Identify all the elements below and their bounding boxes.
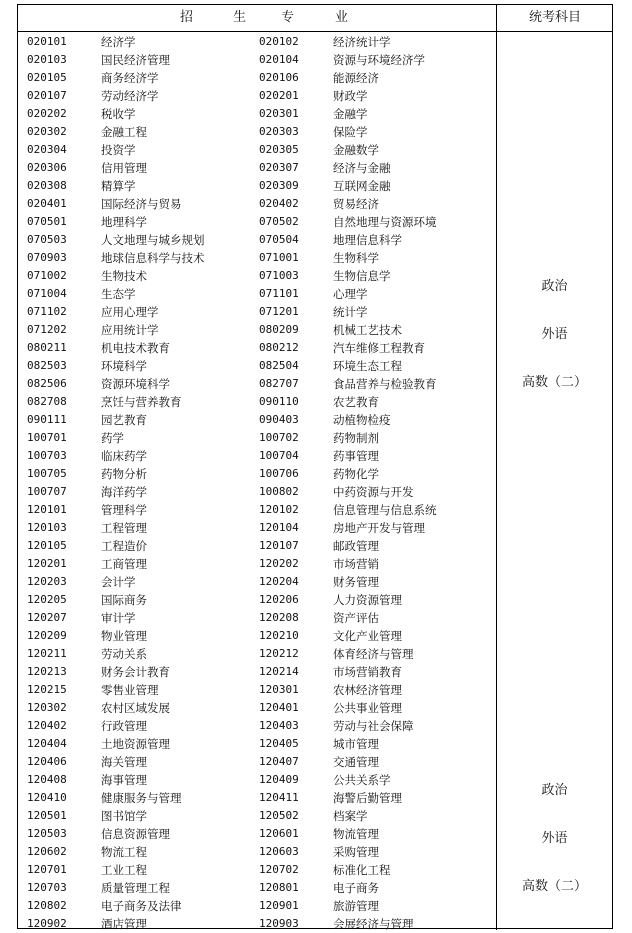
table-row bbox=[18, 645, 496, 663]
major-code: 100702 bbox=[259, 431, 299, 444]
table-row bbox=[18, 465, 496, 483]
major-code: 020202 bbox=[27, 107, 67, 120]
major-name: 环境科学 bbox=[101, 359, 147, 373]
table-row bbox=[18, 195, 496, 213]
major-code: 080212 bbox=[259, 341, 299, 354]
table-row bbox=[18, 555, 496, 573]
major-code: 120205 bbox=[27, 593, 67, 606]
major-name: 电子商务及法律 bbox=[101, 899, 182, 913]
major-name: 地球信息科学与技术 bbox=[101, 251, 205, 265]
major-code: 071202 bbox=[27, 323, 67, 336]
major-name: 信息管理与信息系统 bbox=[333, 503, 437, 517]
table-row bbox=[18, 537, 496, 555]
major-name: 标准化工程 bbox=[333, 863, 391, 877]
major-code: 082503 bbox=[27, 359, 67, 372]
major-name: 药物分析 bbox=[101, 467, 147, 481]
major-code: 120214 bbox=[259, 665, 299, 678]
major-code: 120403 bbox=[259, 719, 299, 732]
major-code: 100707 bbox=[27, 485, 67, 498]
major-code: 120401 bbox=[259, 701, 299, 714]
table-row bbox=[18, 357, 496, 375]
table-row bbox=[18, 807, 496, 825]
major-name: 信息资源管理 bbox=[101, 827, 170, 841]
table-row bbox=[18, 717, 496, 735]
major-name: 商务经济学 bbox=[101, 71, 159, 85]
major-code: 120212 bbox=[259, 647, 299, 660]
table-row bbox=[18, 177, 496, 195]
major-code: 090111 bbox=[27, 413, 67, 426]
major-name: 信用管理 bbox=[101, 161, 147, 175]
major-code: 120501 bbox=[27, 809, 67, 822]
major-name: 中药资源与开发 bbox=[333, 485, 414, 499]
table-row bbox=[18, 897, 496, 915]
major-name: 金融工程 bbox=[101, 125, 147, 139]
table-row bbox=[18, 105, 496, 123]
major-code: 082708 bbox=[27, 395, 67, 408]
major-code: 070504 bbox=[259, 233, 299, 246]
major-code: 020201 bbox=[259, 89, 299, 102]
table-row bbox=[18, 87, 496, 105]
majors-list bbox=[18, 33, 496, 933]
major-name: 资源与环境经济学 bbox=[333, 53, 425, 67]
major-name: 国际经济与贸易 bbox=[101, 197, 182, 211]
major-name: 城市管理 bbox=[333, 737, 379, 751]
major-name: 精算学 bbox=[101, 179, 136, 193]
major-code: 100704 bbox=[259, 449, 299, 462]
major-code: 080211 bbox=[27, 341, 67, 354]
table-row bbox=[18, 483, 496, 501]
table-row bbox=[18, 825, 496, 843]
major-code: 120902 bbox=[27, 917, 67, 930]
major-name: 会展经济与管理 bbox=[333, 917, 414, 931]
major-code: 120410 bbox=[27, 791, 67, 804]
major-code: 082506 bbox=[27, 377, 67, 390]
major-code: 120411 bbox=[259, 791, 299, 804]
major-name: 机电技术教育 bbox=[101, 341, 170, 355]
major-code: 120407 bbox=[259, 755, 299, 768]
table-row bbox=[18, 501, 496, 519]
major-name: 金融数学 bbox=[333, 143, 379, 157]
table-header bbox=[18, 5, 612, 32]
major-name: 海事管理 bbox=[101, 773, 147, 787]
major-name: 海洋药学 bbox=[101, 485, 147, 499]
table-row bbox=[18, 231, 496, 249]
major-name: 生物科学 bbox=[333, 251, 379, 265]
major-name: 烹饪与营养教育 bbox=[101, 395, 182, 409]
major-code: 070501 bbox=[27, 215, 67, 228]
major-code: 090110 bbox=[259, 395, 299, 408]
table-row bbox=[18, 339, 496, 357]
table-row bbox=[18, 375, 496, 393]
major-name: 物流管理 bbox=[333, 827, 379, 841]
major-name: 审计学 bbox=[101, 611, 136, 625]
major-name: 工商管理 bbox=[101, 557, 147, 571]
major-code: 120102 bbox=[259, 503, 299, 516]
major-name: 公共关系学 bbox=[333, 773, 391, 787]
major-code: 120402 bbox=[27, 719, 67, 732]
major-name: 金融学 bbox=[333, 107, 368, 121]
major-name: 资源环境科学 bbox=[101, 377, 170, 391]
major-code: 020107 bbox=[27, 89, 67, 102]
major-name: 体育经济与管理 bbox=[333, 647, 414, 661]
major-name: 土地资源管理 bbox=[101, 737, 170, 751]
major-code: 020402 bbox=[259, 197, 299, 210]
major-code: 071004 bbox=[27, 287, 67, 300]
major-code: 020401 bbox=[27, 197, 67, 210]
table-row bbox=[18, 861, 496, 879]
major-code: 120201 bbox=[27, 557, 67, 570]
major-code: 120202 bbox=[259, 557, 299, 570]
table-row bbox=[18, 159, 496, 177]
table-row bbox=[18, 699, 496, 717]
table-row bbox=[18, 771, 496, 789]
major-code: 120208 bbox=[259, 611, 299, 624]
major-code: 120105 bbox=[27, 539, 67, 552]
major-code: 120502 bbox=[259, 809, 299, 822]
major-code: 120206 bbox=[259, 593, 299, 606]
major-name: 零售业管理 bbox=[101, 683, 159, 697]
major-name: 行政管理 bbox=[101, 719, 147, 733]
table-row bbox=[18, 789, 496, 807]
admission-table bbox=[17, 4, 613, 929]
major-code: 020309 bbox=[259, 179, 299, 192]
major-name: 经济与金融 bbox=[333, 161, 391, 175]
major-name: 房地产开发与管理 bbox=[333, 521, 425, 535]
major-name: 财务管理 bbox=[333, 575, 379, 589]
major-name: 国际商务 bbox=[101, 593, 147, 607]
major-code: 120210 bbox=[259, 629, 299, 642]
table-row bbox=[18, 627, 496, 645]
major-code: 120602 bbox=[27, 845, 67, 858]
major-name: 动植物检疫 bbox=[333, 413, 391, 427]
major-code: 100701 bbox=[27, 431, 67, 444]
major-code: 120903 bbox=[259, 917, 299, 930]
major-name: 酒店管理 bbox=[101, 917, 147, 931]
major-code: 071001 bbox=[259, 251, 299, 264]
major-code: 082707 bbox=[259, 377, 299, 390]
major-code: 100802 bbox=[259, 485, 299, 498]
major-name: 能源经济 bbox=[333, 71, 379, 85]
major-name: 环境生态工程 bbox=[333, 359, 402, 373]
major-name: 劳动关系 bbox=[101, 647, 147, 661]
table-row bbox=[18, 879, 496, 897]
major-code: 090403 bbox=[259, 413, 299, 426]
major-name: 质量管理工程 bbox=[101, 881, 170, 895]
major-name: 生物技术 bbox=[101, 269, 147, 283]
major-name: 药学 bbox=[101, 431, 124, 445]
table-row bbox=[18, 33, 496, 51]
major-code: 071101 bbox=[259, 287, 299, 300]
major-name: 贸易经济 bbox=[333, 197, 379, 211]
major-code: 120703 bbox=[27, 881, 67, 894]
major-code: 120215 bbox=[27, 683, 67, 696]
major-code: 020308 bbox=[27, 179, 67, 192]
major-name: 劳动与社会保障 bbox=[333, 719, 414, 733]
major-name: 财政学 bbox=[333, 89, 368, 103]
major-name: 食品营养与检验教育 bbox=[333, 377, 437, 391]
major-code: 100703 bbox=[27, 449, 67, 462]
table-row bbox=[18, 123, 496, 141]
major-name: 工程造价 bbox=[101, 539, 147, 553]
major-name: 园艺教育 bbox=[101, 413, 147, 427]
major-code: 120301 bbox=[259, 683, 299, 696]
major-name: 临床药学 bbox=[101, 449, 147, 463]
major-code: 120901 bbox=[259, 899, 299, 912]
major-name: 市场营销教育 bbox=[333, 665, 402, 679]
exam-subject: 外语 bbox=[541, 327, 568, 342]
major-code: 120107 bbox=[259, 539, 299, 552]
major-code: 020106 bbox=[259, 71, 299, 84]
major-code: 020104 bbox=[259, 53, 299, 66]
major-name: 心理学 bbox=[333, 287, 368, 301]
major-name: 投资学 bbox=[101, 143, 136, 157]
major-code: 020307 bbox=[259, 161, 299, 174]
table-row bbox=[18, 753, 496, 771]
major-name: 工程管理 bbox=[101, 521, 147, 535]
major-name: 地理信息科学 bbox=[333, 233, 402, 247]
header-char: 专 bbox=[281, 10, 295, 25]
major-code: 120702 bbox=[259, 863, 299, 876]
header-char: 生 bbox=[233, 10, 247, 25]
major-name: 档案学 bbox=[333, 809, 368, 823]
table-row bbox=[18, 303, 496, 321]
major-code: 080209 bbox=[259, 323, 299, 336]
major-name: 资产评估 bbox=[333, 611, 379, 625]
table-row bbox=[18, 249, 496, 267]
table-row bbox=[18, 609, 496, 627]
major-code: 120302 bbox=[27, 701, 67, 714]
major-name: 文化产业管理 bbox=[333, 629, 402, 643]
header-char: 招 bbox=[180, 10, 194, 25]
major-code: 120408 bbox=[27, 773, 67, 786]
major-name: 图书馆学 bbox=[101, 809, 147, 823]
major-name: 电子商务 bbox=[333, 881, 379, 895]
exam-subject: 外语 bbox=[541, 831, 568, 846]
exam-subject: 政治 bbox=[541, 783, 568, 798]
table-row bbox=[18, 411, 496, 429]
exam-subject: 高数（二） bbox=[521, 375, 587, 390]
major-code: 020301 bbox=[259, 107, 299, 120]
major-name: 统计学 bbox=[333, 305, 368, 319]
table-row bbox=[18, 69, 496, 87]
major-code: 071002 bbox=[27, 269, 67, 282]
exam-subject: 高数（二） bbox=[521, 879, 587, 894]
major-name: 互联网金融 bbox=[333, 179, 391, 193]
table-row bbox=[18, 51, 496, 69]
table-row bbox=[18, 429, 496, 447]
major-name: 人力资源管理 bbox=[333, 593, 402, 607]
major-name: 交通管理 bbox=[333, 755, 379, 769]
table-row bbox=[18, 591, 496, 609]
major-code: 120104 bbox=[259, 521, 299, 534]
major-name: 会计学 bbox=[101, 575, 136, 589]
major-name: 工业工程 bbox=[101, 863, 147, 877]
major-name: 经济学 bbox=[101, 35, 136, 49]
major-name: 海警后勤管理 bbox=[333, 791, 402, 805]
major-code: 120701 bbox=[27, 863, 67, 876]
major-code: 120409 bbox=[259, 773, 299, 786]
major-code: 082504 bbox=[259, 359, 299, 372]
major-name: 机械工艺技术 bbox=[333, 323, 402, 337]
major-name: 汽车维修工程教育 bbox=[333, 341, 425, 355]
major-name: 药物制剂 bbox=[333, 431, 379, 445]
major-name: 药物化学 bbox=[333, 467, 379, 481]
major-code: 120601 bbox=[259, 827, 299, 840]
major-name: 物业管理 bbox=[101, 629, 147, 643]
major-name: 药事管理 bbox=[333, 449, 379, 463]
major-name: 农林经济管理 bbox=[333, 683, 402, 697]
table-row bbox=[18, 141, 496, 159]
major-name: 市场营销 bbox=[333, 557, 379, 571]
table-row bbox=[18, 393, 496, 411]
major-name: 地理科学 bbox=[101, 215, 147, 229]
major-name: 财务会计教育 bbox=[101, 665, 170, 679]
major-code: 100706 bbox=[259, 467, 299, 480]
major-code: 120404 bbox=[27, 737, 67, 750]
major-name: 公共事业管理 bbox=[333, 701, 402, 715]
major-code: 120207 bbox=[27, 611, 67, 624]
major-code: 120213 bbox=[27, 665, 67, 678]
major-code: 120801 bbox=[259, 881, 299, 894]
header-char: 业 bbox=[335, 10, 349, 25]
exam-subjects-header: 统考科目 bbox=[496, 5, 613, 31]
major-code: 120603 bbox=[259, 845, 299, 858]
major-name: 邮政管理 bbox=[333, 539, 379, 553]
table-row bbox=[18, 573, 496, 591]
major-code: 100705 bbox=[27, 467, 67, 480]
major-name: 劳动经济学 bbox=[101, 89, 159, 103]
major-code: 020306 bbox=[27, 161, 67, 174]
major-code: 120204 bbox=[259, 575, 299, 588]
major-code: 070502 bbox=[259, 215, 299, 228]
major-code: 120802 bbox=[27, 899, 67, 912]
major-code: 020102 bbox=[259, 35, 299, 48]
major-name: 农艺教育 bbox=[333, 395, 379, 409]
major-name: 海关管理 bbox=[101, 755, 147, 769]
major-code: 020103 bbox=[27, 53, 67, 66]
table-row bbox=[18, 519, 496, 537]
major-code: 020302 bbox=[27, 125, 67, 138]
major-code: 120406 bbox=[27, 755, 67, 768]
major-name: 农村区域发展 bbox=[101, 701, 170, 715]
major-name: 物流工程 bbox=[101, 845, 147, 859]
major-code: 020101 bbox=[27, 35, 67, 48]
table-row bbox=[18, 681, 496, 699]
major-name: 保险学 bbox=[333, 125, 368, 139]
major-code: 071003 bbox=[259, 269, 299, 282]
major-name: 旅游管理 bbox=[333, 899, 379, 913]
table-row bbox=[18, 663, 496, 681]
major-code: 020304 bbox=[27, 143, 67, 156]
exam-subject: 政治 bbox=[541, 279, 568, 294]
major-name: 经济统计学 bbox=[333, 35, 391, 49]
major-code: 020305 bbox=[259, 143, 299, 156]
major-name: 税收学 bbox=[101, 107, 136, 121]
major-name: 管理科学 bbox=[101, 503, 147, 517]
major-name: 人文地理与城乡规划 bbox=[101, 233, 205, 247]
major-code: 070903 bbox=[27, 251, 67, 264]
table-row bbox=[18, 843, 496, 861]
major-code: 071201 bbox=[259, 305, 299, 318]
major-name: 国民经济管理 bbox=[101, 53, 170, 67]
major-code: 120209 bbox=[27, 629, 67, 642]
major-code: 120211 bbox=[27, 647, 67, 660]
major-name: 生物信息学 bbox=[333, 269, 391, 283]
table-row bbox=[18, 735, 496, 753]
major-code: 120101 bbox=[27, 503, 67, 516]
major-code: 120103 bbox=[27, 521, 67, 534]
major-name: 健康服务与管理 bbox=[101, 791, 182, 805]
major-code: 120405 bbox=[259, 737, 299, 750]
major-name: 应用心理学 bbox=[101, 305, 159, 319]
major-code: 120203 bbox=[27, 575, 67, 588]
major-code: 020105 bbox=[27, 71, 67, 84]
table-row bbox=[18, 915, 496, 933]
major-code: 070503 bbox=[27, 233, 67, 246]
major-name: 自然地理与资源环境 bbox=[333, 215, 437, 229]
table-row bbox=[18, 321, 496, 339]
major-name: 采购管理 bbox=[333, 845, 379, 859]
major-name: 应用统计学 bbox=[101, 323, 159, 337]
major-code: 020303 bbox=[259, 125, 299, 138]
majors-header bbox=[18, 5, 496, 31]
major-name: 生态学 bbox=[101, 287, 136, 301]
table-row bbox=[18, 213, 496, 231]
major-code: 071102 bbox=[27, 305, 67, 318]
table-row bbox=[18, 447, 496, 465]
major-code: 120503 bbox=[27, 827, 67, 840]
table-row bbox=[18, 285, 496, 303]
table-row bbox=[18, 267, 496, 285]
